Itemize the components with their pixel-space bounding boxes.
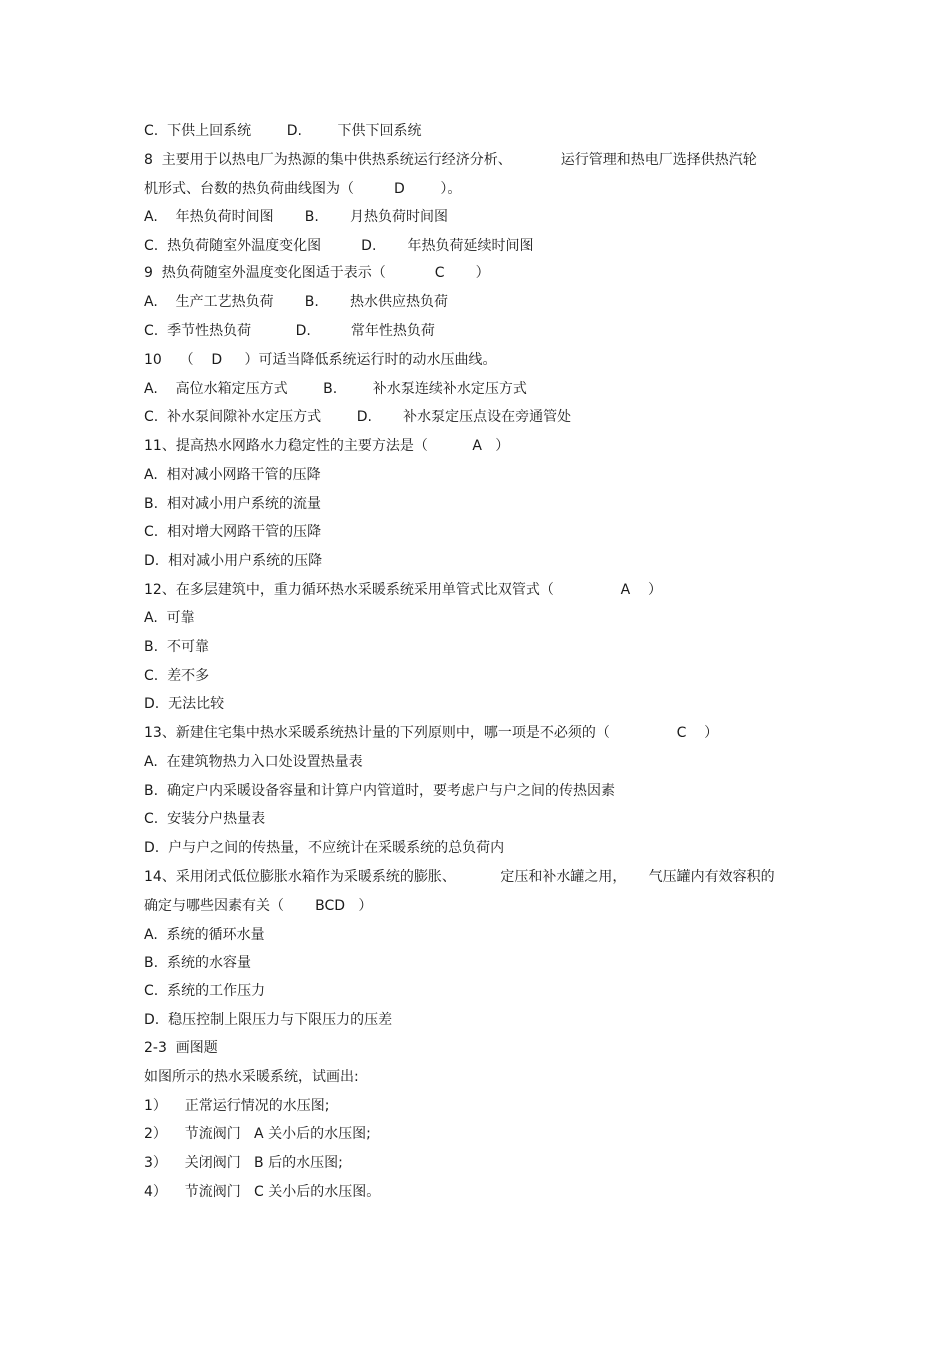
option-line: B. 确定户内采暖设备容量和计算户内管道时，要考虑户与户之间的传热因素 (144, 783, 615, 799)
option-line: A. 高位水箱定压方式 B. 补水泵连续补水定压方式 (144, 381, 527, 397)
option-line: A. 可靠 (144, 610, 195, 626)
option-line: A. 系统的循环水量 (144, 927, 265, 943)
option-line: B. 相对减小用户系统的流量 (144, 496, 321, 512)
option-line: C. 补水泵间隙补水定压方式 D. 补水泵定压点设在旁通管处 (144, 409, 572, 425)
option-line: A. 生产工艺热负荷 B. 热水供应热负荷 (144, 294, 448, 310)
task-item: 3） 关闭阀门 B 后的水压图; (144, 1155, 343, 1171)
task-item: 1） 正常运行情况的水压图; (144, 1098, 330, 1114)
option-line: C. 系统的工作压力 (144, 983, 266, 999)
option-line: D. 相对减小用户系统的压降 (144, 553, 323, 569)
option-line: B. 系统的水容量 (144, 955, 251, 971)
option-line: C. 差不多 (144, 668, 210, 684)
question-9: 9 热负荷随室外温度变化图适于表示（ C ） (144, 265, 490, 281)
option-line: A. 相对减小网路干管的压降 (144, 467, 321, 483)
option-line: D. 户与户之间的传热量，不应统计在采暖系统的总负荷内 (144, 840, 505, 856)
question-12: 12、在多层建筑中，重力循环热水采暖系统采用单管式比双管式（ A ） (144, 582, 662, 598)
option-line: A. 年热负荷时间图 B. 月热负荷时间图 (144, 209, 448, 225)
question-8: 8 主要用于以热电厂为热源的集中供热系统运行经济分析、 运行管理和热电厂选择供热汽轮 (144, 152, 757, 168)
question-14: 14、采用闭式低位膨胀水箱作为采暖系统的膨胀、 定压和补水罐之用， 气压罐内有效容积的 (144, 869, 775, 885)
option-line: D. 稳压控制上限压力与下限压力的压差 (144, 1012, 393, 1028)
task-item: 2） 节流阀门 A 关小后的水压图; (144, 1126, 371, 1142)
option-line: C. 季节性热负荷 D. 常年性热负荷 (144, 323, 435, 339)
task-intro: 如图所示的热水采暖系统，试画出: (144, 1069, 359, 1085)
task-item: 4） 节流阀门 C 关小后的水压图。 (144, 1184, 381, 1200)
question-14-cont: 确定与哪些因素有关（ BCD ） (144, 898, 373, 914)
option-line: C. 安装分户热量表 (144, 811, 266, 827)
option-line: B. 不可靠 (144, 639, 209, 655)
question-13: 13、新建住宅集中热水采暖系统热计量的下列原则中，哪一项是不必须的（ C ） (144, 725, 719, 741)
option-line: C. 下供上回系统 D. 下供下回系统 (144, 123, 422, 139)
option-line: C. 相对增大网路干管的压降 (144, 524, 322, 540)
question-8-cont: 机形式、台数的热负荷曲线图为（ D ）。 (144, 181, 462, 197)
option-line: A. 在建筑物热力入口处设置热量表 (144, 754, 363, 770)
section-heading: 2-3 画图题 (144, 1040, 218, 1056)
question-11: 11、提高热水网路水力稳定性的主要方法是（ A ） (144, 438, 510, 454)
question-10: 10 （ D ）可适当降低系统运行时的动水压曲线。 (144, 352, 497, 368)
option-line: D. 无法比较 (144, 696, 225, 712)
option-line: C. 热负荷随室外温度变化图 D. 年热负荷延续时间图 (144, 238, 534, 254)
